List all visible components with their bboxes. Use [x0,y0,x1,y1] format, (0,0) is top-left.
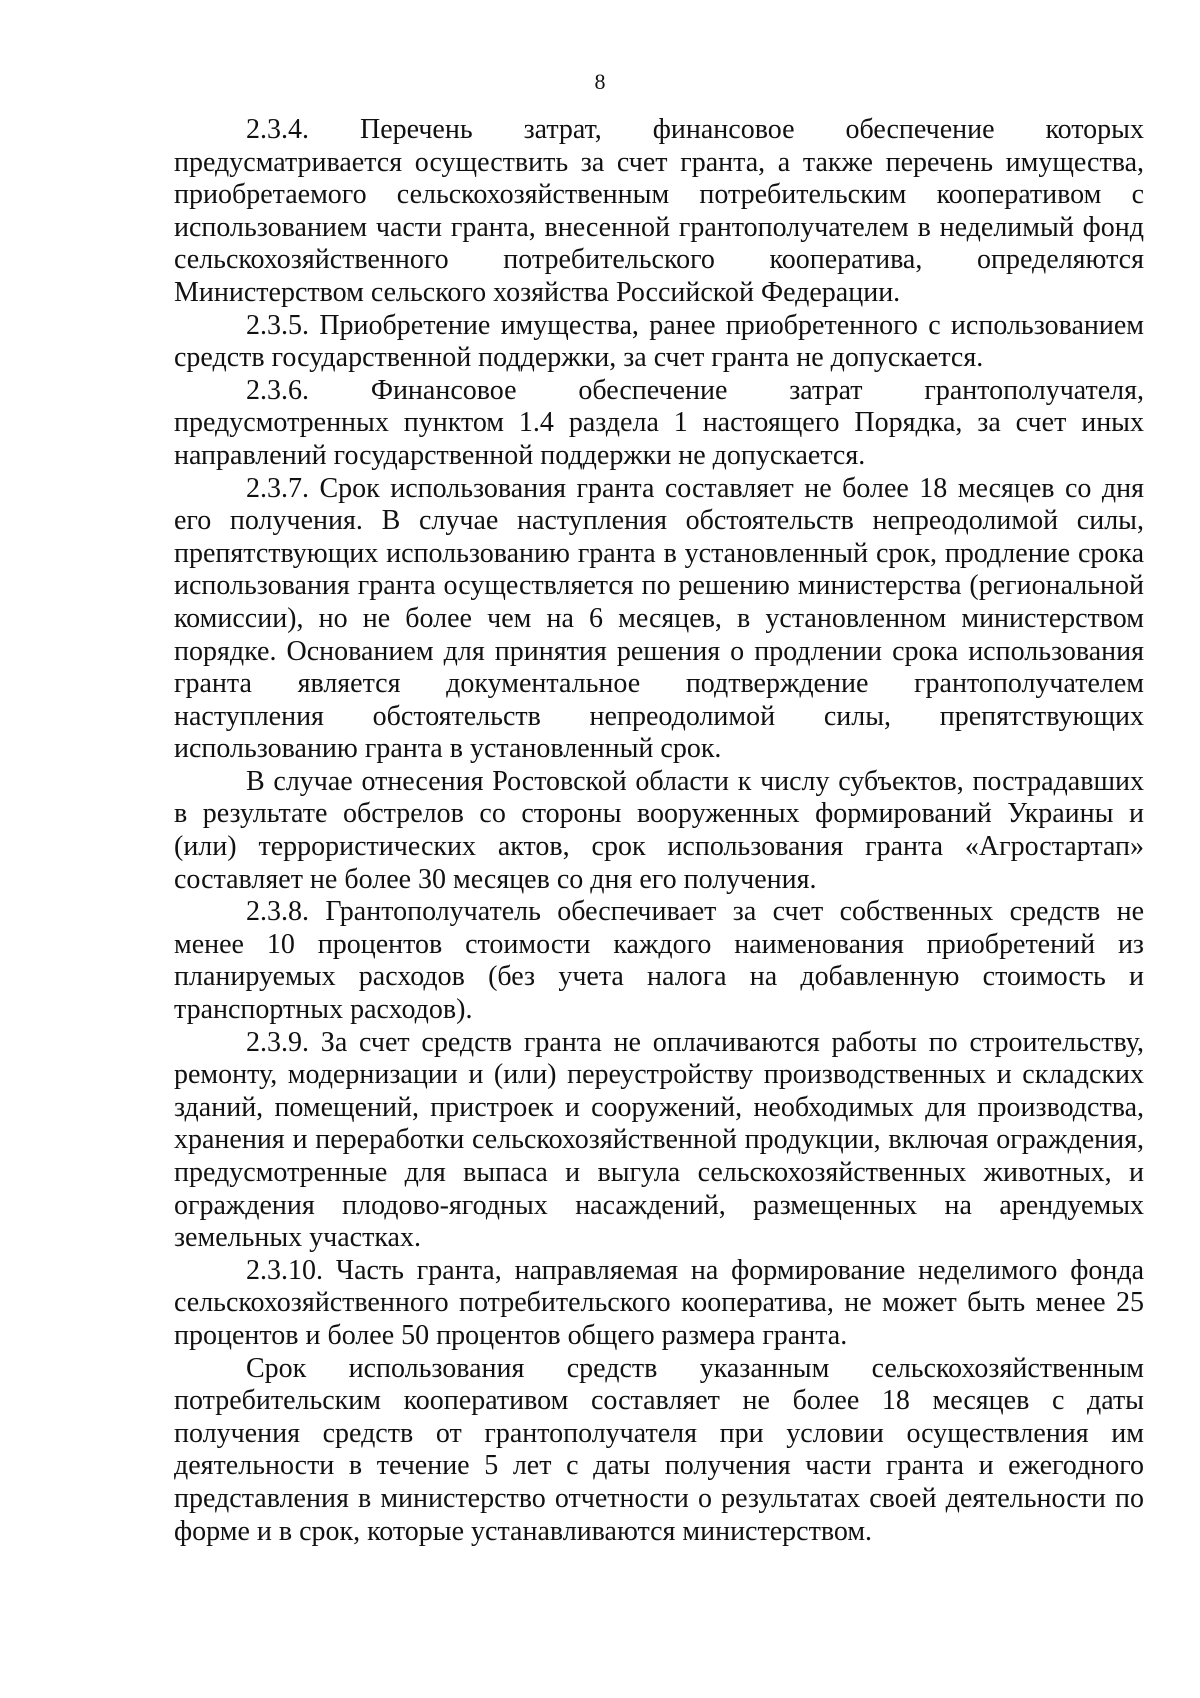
paragraph-2-3-10-usage-term: Срок использования средств указанным сельскохозяйственным потребительским кооперативом составляет не более 18 месяцев с даты получения средств от грантополучателя при условии осуществления им деятельности в течение 5 лет с даты получения части гранта и ежегодного представления в министерство отчетности о результатах своей деятельности по форме и в срок, которые устанавливаются министерством. [174,1352,1144,1547]
paragraph-2-3-9: 2.3.9. За счет средств гранта не оплачиваются работы по строительству, ремонту, модернизации и (или) переустройству производственных и складских зданий, помещений, пристроек и сооружений, необходимых для производства, хранения и переработки сельскохозяйственной продукции, включая ограждения, предусмотренные для выпаса и выгула сельскохозяйственных животных, и ограждения плодово-ягодных насаждений, размещенных на арендуемых земельных участках. [174,1026,1144,1254]
paragraph-2-3-7-rostov-case: В случае отнесения Ростовской области к числу субъектов, пострадавших в результате обстрелов со стороны вооруженных формирований Украины и (или) террористических актов, срок использования гранта «Агростартап» составляет не более 30 месяцев со дня его получения. [174,765,1144,895]
paragraph-2-3-6: 2.3.6. Финансовое обеспечение затрат грантополучателя, предусмотренных пунктом 1.4 раздела 1 настоящего Порядка, за счет иных направлений государственной поддержки не допускается. [174,374,1144,471]
document-body [174,114,1144,1548]
paragraph-2-3-8: 2.3.8. Грантополучатель обеспечивает за счет собственных средств не менее 10 процентов стоимости каждого наименования приобретений из планируемых расходов (без учета налога на добавленную стоимость и транспортных расходов). [174,896,1144,1026]
paragraph-2-3-10: 2.3.10. Часть гранта, направляемая на формирование неделимого фонда сельскохозяйственного потребительского кооператива, не может быть менее 25 процентов и более 50 процентов общего размера гранта. [174,1254,1144,1351]
paragraph-2-3-4: 2.3.4. Перечень затрат, финансовое обеспечение которых предусматривается осуществить за счет гранта, а также перечень имущества, приобретаемого сельскохозяйственным потребительским кооперативом с использованием части гранта, внесенной грантополучателем в неделимый фонд сельскохозяйственного потребительского кооператива, определяются Министерством сельского хозяйства Российской Федерации. [174,114,1144,308]
paragraph-2-3-5: 2.3.5. Приобретение имущества, ранее приобретенного с использованием средств государственной поддержки, за счет гранта не допускается. [174,309,1144,374]
paragraph-2-3-7: 2.3.7. Срок использования гранта составляет не более 18 месяцев со дня его получения. В случае наступления обстоятельств непреодолимой силы, препятствующих использованию гранта в установленный срок, продление срока использования гранта осуществляется по решению министерства (региональной комиссии), но не более чем на 6 месяцев, в установленном министерством порядке. Основанием для принятия решения о продлении срока использования гранта является документальное подтверждение грантополучателем наступления обстоятельств непреодолимой силы, препятствующих использованию гранта в установленный срок. [174,472,1144,765]
page-number: 8 [594,69,606,94]
